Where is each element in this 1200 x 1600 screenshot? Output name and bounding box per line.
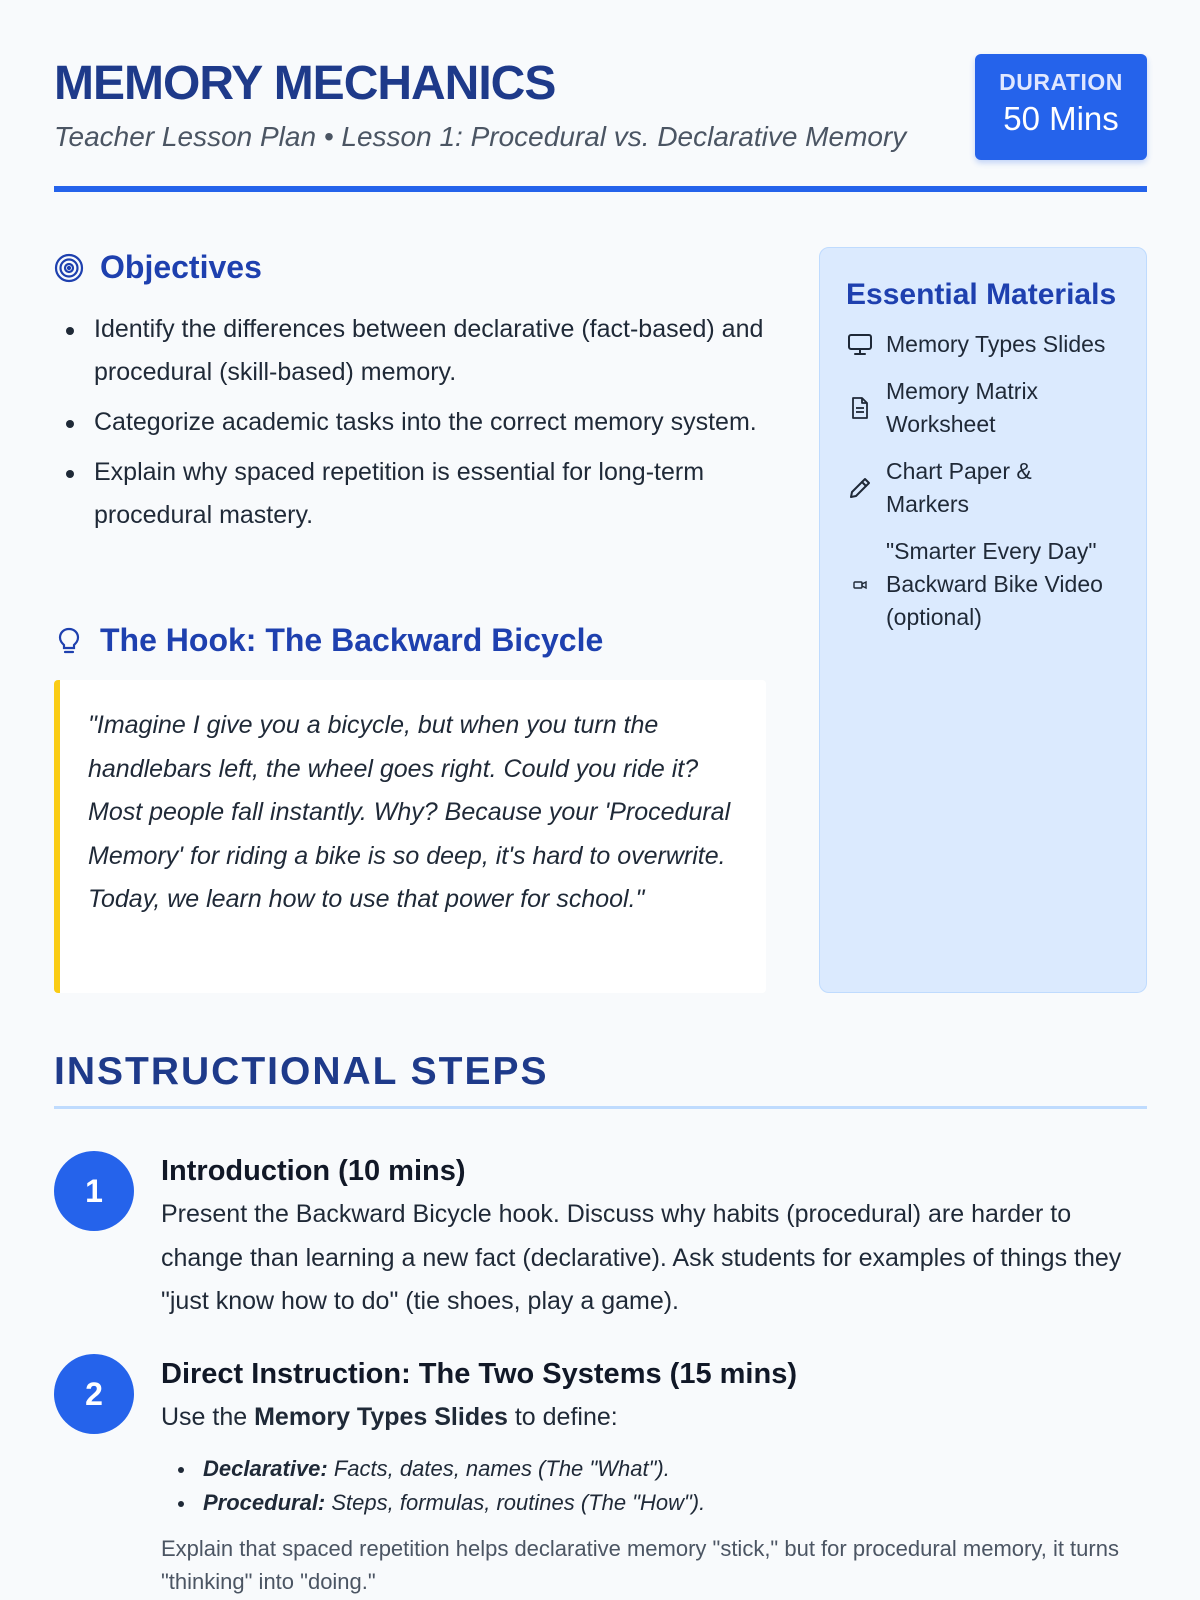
document-icon	[846, 396, 874, 420]
memory-types-list	[161, 1452, 1147, 1520]
step-text: Present the Backward Bicycle hook. Discuss why habits (procedural) are harder to change than learning a new fact (declarative). Ask students for examples of things they "just know how to do" (tie shoes, play a game).	[161, 1200, 1122, 1315]
header	[54, 54, 1147, 194]
objectives-header	[54, 249, 262, 286]
objective-item: Explain why spaced repetition is essential for long-term procedural mastery.	[54, 451, 774, 537]
hook-quote: "Imagine I give you a bicycle, but when you turn the handlebars left, the wheel goes right. Could you ride it? Most people fall instantly. Why? Because your 'Procedural Memory' for riding a bike is so deep, it's hard to overwrite. Today, we learn how to use that power for school."	[88, 711, 731, 913]
step-body	[161, 1151, 1147, 1324]
step-text	[161, 1396, 1147, 1440]
lightbulb-icon	[54, 626, 84, 656]
objectives-title: Objectives	[100, 249, 262, 285]
material-item	[846, 328, 1120, 361]
memory-type-term: Declarative:	[203, 1455, 328, 1481]
target-icon	[54, 253, 84, 283]
pencil-icon	[846, 475, 874, 501]
step-text-bold: Memory Types Slides	[254, 1403, 508, 1431]
material-label: Chart Paper & Markers	[886, 458, 1032, 517]
memory-type-term: Procedural:	[203, 1489, 326, 1515]
material-item	[846, 455, 1120, 521]
step-body	[161, 1354, 1147, 1598]
monitor-icon	[846, 333, 874, 357]
objective-item: Categorize academic tasks into the correct memory system.	[54, 401, 774, 444]
step-text-prefix: Use the	[161, 1403, 255, 1431]
hook-header	[54, 622, 603, 659]
step-number: 1	[54, 1151, 134, 1231]
video-icon	[846, 580, 874, 590]
duration-value: 50 Mins	[1003, 100, 1119, 137]
memory-type-item	[161, 1452, 1147, 1486]
memory-type-desc: Steps, formulas, routines (The "How").	[325, 1489, 706, 1515]
step-number: 2	[54, 1354, 134, 1434]
materials-card	[819, 247, 1147, 993]
hook-title: The Hook: The Backward Bicycle	[100, 622, 604, 658]
duration-badge	[975, 54, 1147, 160]
objective-item: Identify the differences between declarative (fact-based) and procedural (skill-based) memory.	[54, 308, 774, 394]
material-item	[846, 375, 1120, 441]
materials-list	[846, 328, 1120, 634]
page-subtitle: Teacher Lesson Plan • Lesson 1: Procedural vs. Declarative Memory	[54, 121, 907, 152]
objectives-list	[54, 308, 774, 544]
step-text-suffix: to define:	[507, 1403, 618, 1431]
lesson-plan-page	[54, 0, 1147, 1600]
header-divider	[54, 186, 1147, 192]
step-title: Introduction (10 mins)	[161, 1155, 466, 1187]
steps-title: INSTRUCTIONAL STEPS	[54, 1050, 549, 1093]
duration-label: DURATION	[999, 69, 1123, 95]
steps-divider	[54, 1106, 1147, 1109]
material-item	[846, 535, 1120, 634]
page-title: MEMORY MECHANICS	[54, 57, 556, 110]
material-label: Memory Types Slides	[886, 331, 1106, 357]
material-label: "Smarter Every Day" Backward Bike Video (optional)	[886, 538, 1103, 630]
materials-title: Essential Materials	[846, 278, 1117, 311]
memory-type-desc: Facts, dates, names (The "What").	[327, 1455, 670, 1481]
hook-quote-box	[54, 680, 766, 993]
memory-type-item	[161, 1486, 1147, 1520]
material-label: Memory Matrix Worksheet	[886, 378, 1039, 437]
step-note: Explain that spaced repetition helps declarative memory "stick," but for procedural memory, it turns "thinking" into "doing."	[161, 1535, 1119, 1594]
step-title: Direct Instruction: The Two Systems (15 mins)	[161, 1358, 797, 1390]
